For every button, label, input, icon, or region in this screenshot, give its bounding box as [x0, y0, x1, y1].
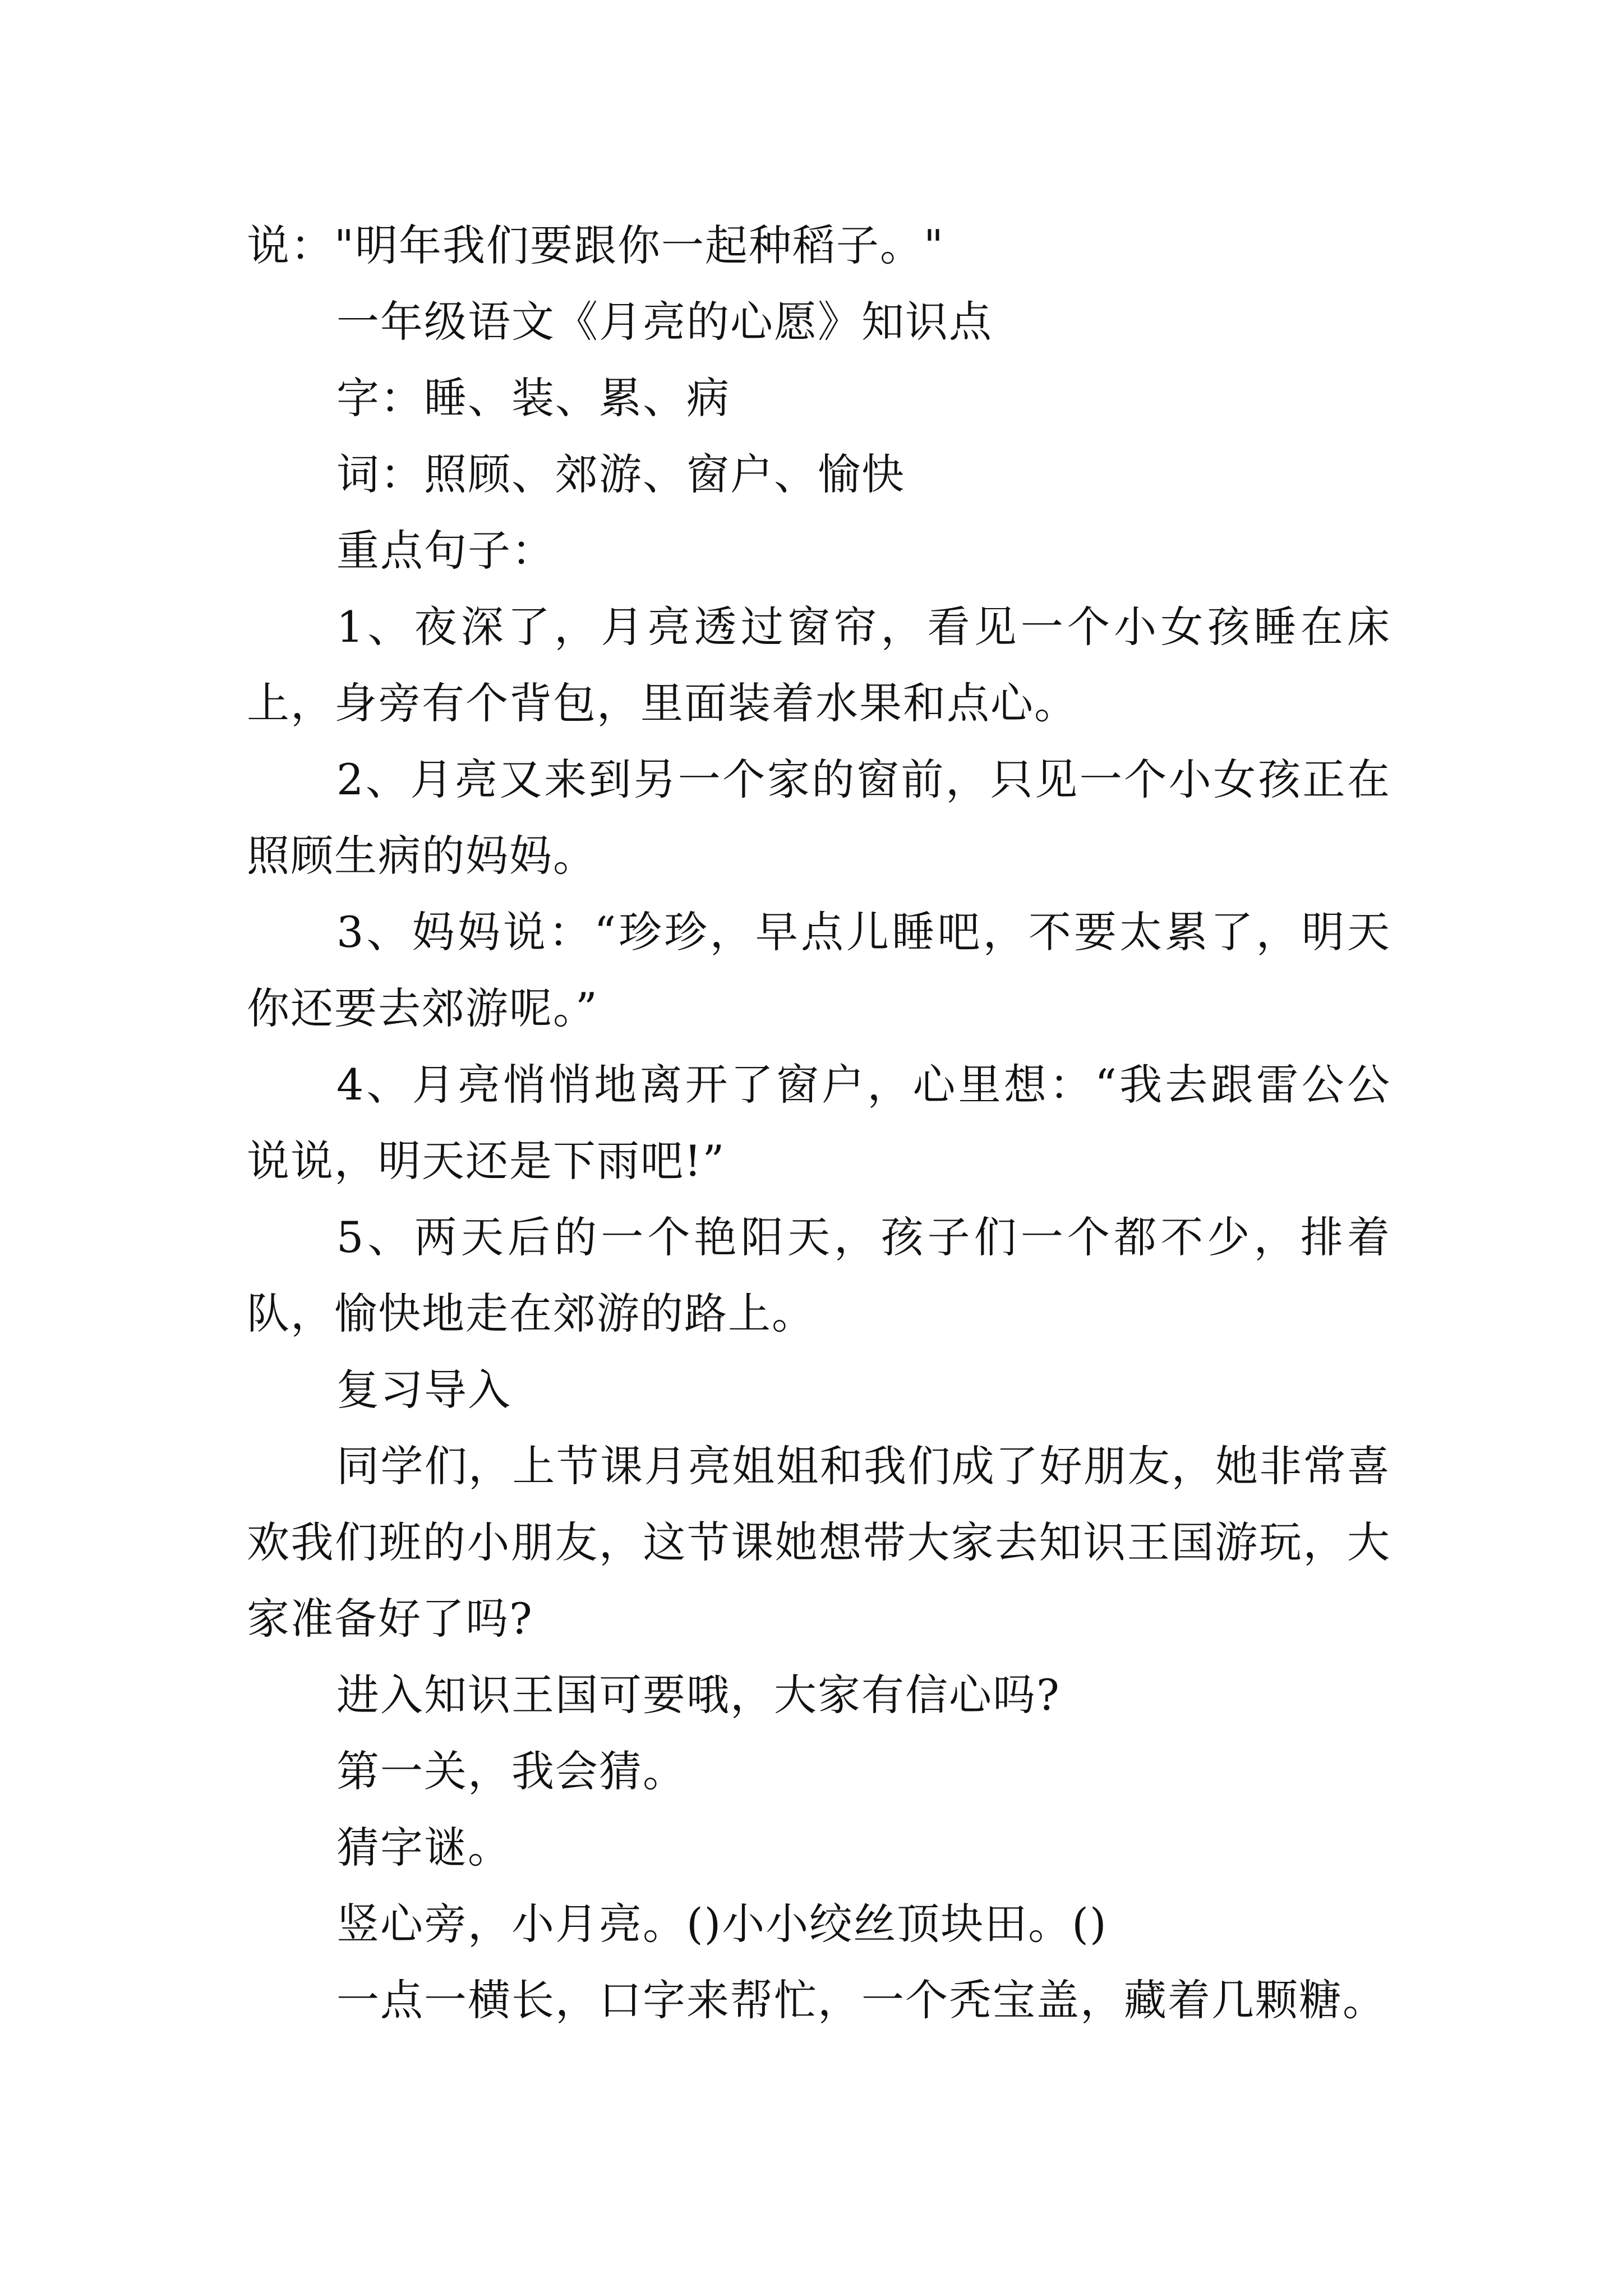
key-sentence-2: 2、月亮又来到另一个家的窗前，只见一个小女孩正在照顾生病的妈妈。: [247, 754, 1391, 881]
paragraph-continuation: 说："明年我们要跟你一起种稻子。": [247, 220, 944, 270]
paragraph-confidence: 进入知识王国可要哦，大家有信心吗?: [336, 1670, 1061, 1720]
riddle-heading: 猜字谜。: [336, 1823, 511, 1872]
riddle-line-1: 竖心旁，小月亮。()小小绞丝顶块田。(): [336, 1899, 1108, 1949]
section-title: 一年级语文《月亮的心愿》知识点: [336, 297, 993, 347]
level-one-heading: 第一关，我会猜。: [336, 1746, 686, 1796]
paragraph-intro: 同学们，上节课月亮姐姐和我们成了好朋友，她非常喜欢我们班的小朋友，这节课她想带大家去知识王国游玩，大家准备好了吗?: [247, 1441, 1391, 1644]
key-sentence-4: 4、月亮悄悄地离开了窗户，心里想：“我去跟雷公公说说，明天还是下雨吧!”: [247, 1060, 1391, 1186]
key-sentences-heading: 重点句子：: [336, 526, 555, 576]
riddle-line-2: 一点一横长，口字来帮忙，一个秃宝盖，藏着几颗糖。: [336, 1975, 1386, 2025]
paragraph-characters: 字：睡、装、累、病: [336, 373, 730, 423]
key-sentence-5: 5、两天后的一个艳阳天，孩子们一个都不少，排着队，愉快地走在郊游的路上。: [247, 1212, 1391, 1338]
document-body: [247, 208, 1391, 2039]
review-heading: 复习导入: [336, 1365, 511, 1415]
paragraph-words: 词：照顾、郊游、窗户、愉快: [336, 449, 905, 499]
key-sentence-1: 1、夜深了，月亮透过窗帘，看见一个小女孩睡在床上，身旁有个背包，里面装着水果和点心。: [247, 602, 1391, 728]
key-sentence-3: 3、妈妈说：“珍珍，早点儿睡吧，不要太累了，明天你还要去郊游呢。”: [247, 907, 1391, 1033]
